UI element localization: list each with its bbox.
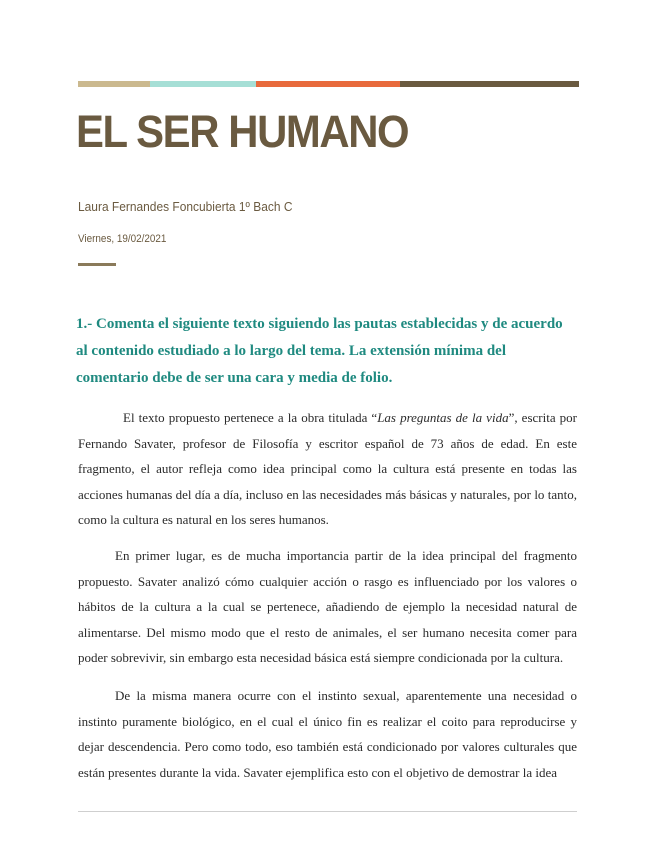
header-color-bar <box>78 81 579 87</box>
page-bottom-rule <box>78 811 577 812</box>
paragraph-1-intro: El texto propuesto pertenece a la obra titulada “ <box>123 410 378 425</box>
question-heading: 1.- Comenta el siguiente texto siguiendo las pautas establecidas y de acuerdo al contenido estudiado a lo largo del tema. La extensión mínima del comentario debe de ser una cara y media de folio. <box>76 316 563 386</box>
book-title-italic: Las preguntas de la vida <box>377 410 509 425</box>
paragraph-3: De la misma manera ocurre con el instinto sexual, aparentemente una necesidad o instinto puramente biológico, en el cual el único fin es realizar el coito para reproducirse y dejar descendencia. Pero como todo, eso también está condicionado por valores culturales que están presentes durante la vida. Savater ejemplifica esto con el objetivo de demostrar la idea <box>78 688 577 780</box>
color-bar-segment-orange <box>256 81 400 87</box>
color-bar-segment-tan <box>78 81 150 87</box>
document-title: EL SER HUMANO <box>76 106 409 157</box>
paragraph-1 <box>78 405 577 533</box>
date-line: Viernes, 19/02/2021 <box>78 233 167 245</box>
title-underline-rule <box>78 263 116 266</box>
author-line: Laura Fernandes Foncubierta 1º Bach C <box>78 199 293 214</box>
paragraph-1-rest: ”, escrita por Fernando Savater, profesor de Filosofía y escritor español de 73 años de edad. En este fragmento, el autor refleja como idea principal como la cultura está presente en todas las acciones humanas del día a día, incluso en las necesidades más básicas y naturales, por lo tanto, como la cultura es natural en los seres humanos. <box>78 410 577 527</box>
paragraph-2: En primer lugar, es de mucha importancia partir de la idea principal del fragmento propuesto. Savater analizó cómo cualquier acción o rasgo es influenciado por los valores o hábitos de la cultura a la cual se pertenece, añadiendo de ejemplo la necesidad natural de alimentarse. Del mismo modo que el resto de animales, el ser humano necesita comer para poder sobrevivir, sin embargo esta necesidad básica está siempre condicionada por la cultura. <box>78 548 577 665</box>
color-bar-segment-brown <box>400 81 579 87</box>
color-bar-segment-mint <box>150 81 256 87</box>
